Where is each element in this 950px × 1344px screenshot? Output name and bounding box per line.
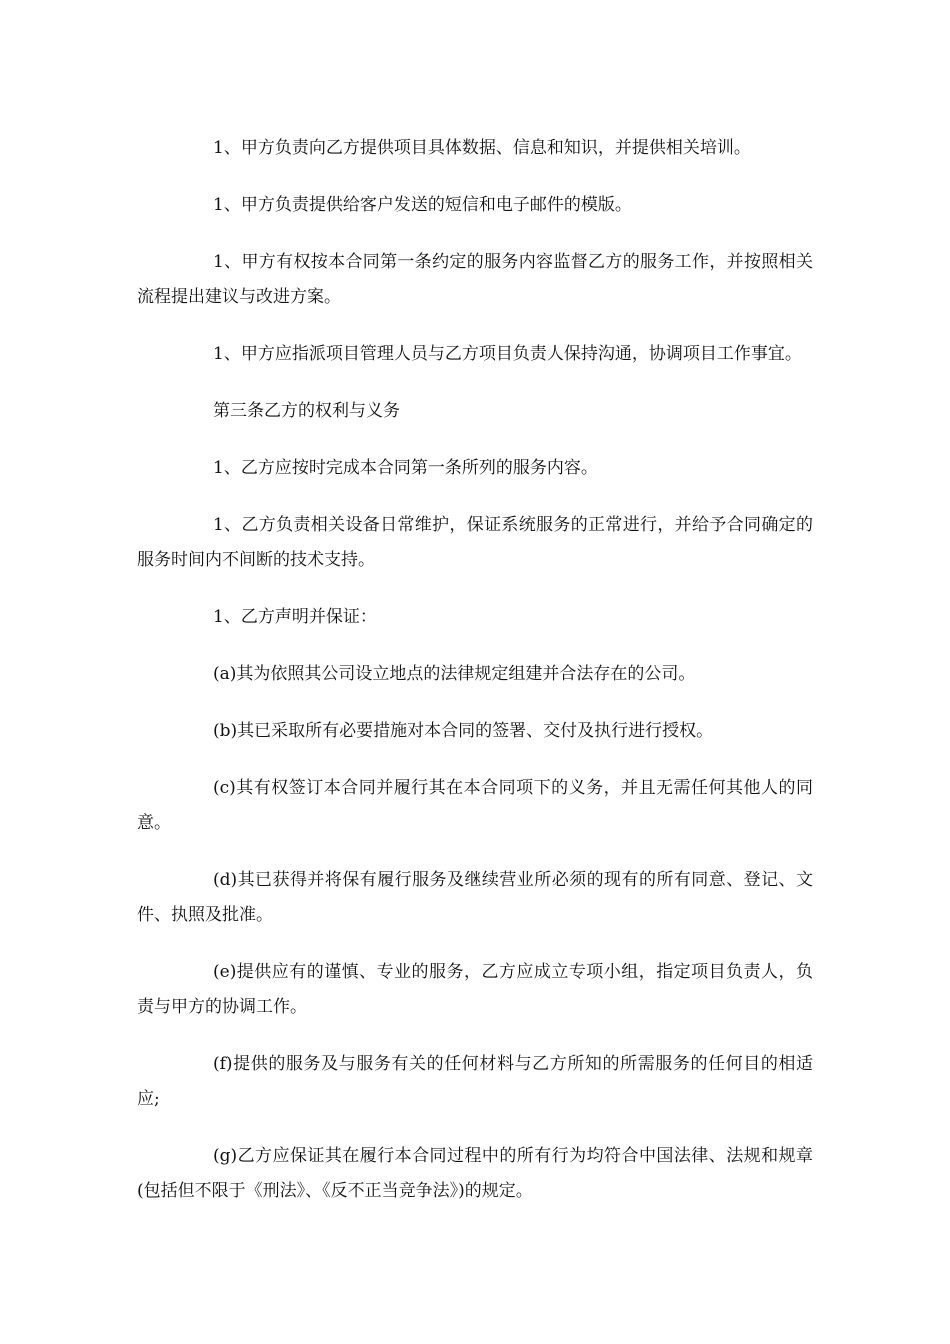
paragraph-party-b-maintenance: 1、乙方负责相关设备日常维护，保证系统服务的正常进行，并给予合同确定的服务时间内不间断的技术支持。 — [137, 515, 813, 570]
paragraph-party-a-provide-data: 1、甲方负责向乙方提供项目具体数据、信息和知识，并提供相关培训。 — [213, 138, 751, 158]
document-body — [137, 131, 813, 1209]
clause-d: (d)其已获得并将保有履行服务及继续营业所必须的现有的所有同意、登记、文件、执照及批准。 — [137, 870, 813, 925]
paragraph-party-b-complete-service: 1、乙方应按时完成本合同第一条所列的服务内容。 — [213, 458, 598, 478]
clause-b: (b)其已采取所有必要措施对本合同的签署、交付及执行进行授权。 — [213, 721, 714, 741]
paragraph-party-a-manager: 1、甲方应指派项目管理人员与乙方项目负责人保持沟通，协调项目工作事宜。 — [213, 344, 802, 364]
clause-e: (e)提供应有的谨慎、专业的服务，乙方应成立专项小组，指定项目负责人，负责与甲方的协调工作。 — [137, 962, 813, 1017]
paragraph-party-a-supervision: 1、甲方有权按本合同第一条约定的服务内容监督乙方的服务工作，并按照相关流程提出建议与改进方案。 — [137, 252, 813, 307]
section-heading-article-three: 第三条乙方的权利与义务 — [213, 401, 400, 421]
clause-g: (g)乙方应保证其在履行本合同过程中的所有行为均符合中国法律、法规和规章(包括但不限于《刑法》、《反不正当竞争法》)的规定。 — [137, 1146, 813, 1201]
clause-f: (f)提供的服务及与服务有关的任何材料与乙方所知的所需服务的任何目的相适应; — [137, 1054, 813, 1109]
paragraph-party-a-templates: 1、甲方负责提供给客户发送的短信和电子邮件的模版。 — [213, 195, 632, 215]
paragraph-party-b-declaration: 1、乙方声明并保证： — [213, 607, 377, 627]
clause-c: (c)其有权签订本合同并履行其在本合同项下的义务，并且无需任何其他人的同意。 — [137, 778, 813, 833]
clause-a: (a)其为依照其公司设立地点的法律规定组建并合法存在的公司。 — [213, 664, 696, 684]
